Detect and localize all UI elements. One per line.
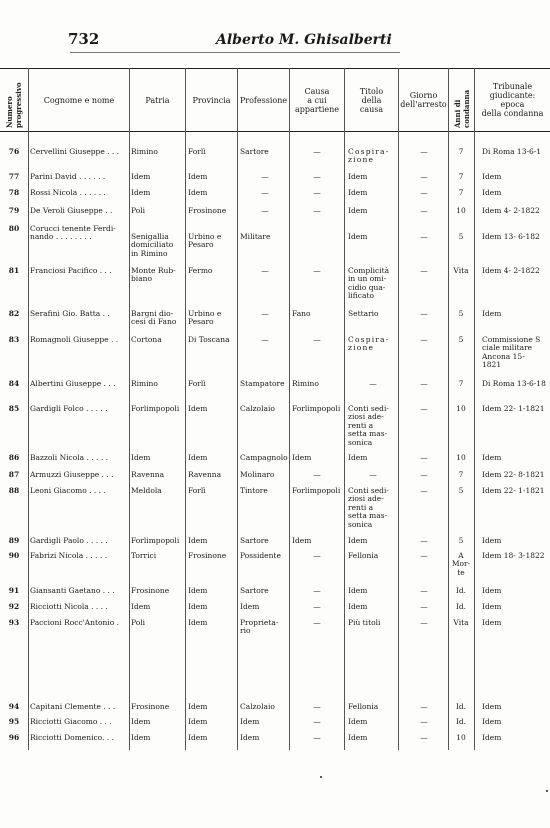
cell-patria: Senigallia domiciliato in Rimino — [131, 233, 174, 258]
cell-giorno: — — [420, 310, 428, 318]
row-number: 77 — [8, 173, 20, 181]
cell-anni: 7 — [458, 173, 464, 181]
cell-tribunale: Idem 4- 2-1822 — [482, 207, 540, 215]
row-number: 86 — [8, 454, 20, 462]
cell-patria: Frosinone — [131, 587, 170, 595]
row-number: 81 — [8, 267, 20, 275]
cell-causa: — — [313, 734, 321, 742]
cell-name: Gardigli Paolo . . . . . — [30, 537, 108, 545]
cell-name: Ricciotti Nicola . . . . — [30, 603, 108, 611]
cell-anni: Id. — [455, 587, 467, 595]
cell-professione: Sartore — [240, 537, 269, 545]
header-provincia: Provincia — [192, 95, 231, 105]
cell-titolo: Idem — [348, 173, 368, 181]
cell-provincia: Frosinone — [188, 207, 227, 215]
cell-provincia: Idem — [188, 587, 208, 595]
cell-provincia: Idem — [188, 454, 208, 462]
cell-name: Bazzoli Nicola . . . . . — [30, 454, 108, 462]
cell-patria: Frosinone — [131, 703, 170, 711]
cell-giorno: — — [420, 173, 428, 181]
cell-provincia: Idem — [188, 405, 208, 413]
cell-tribunale: Idem 4- 2-1822 — [482, 267, 540, 275]
cell-giorno: — — [420, 336, 428, 344]
cell-causa: Fano — [292, 310, 311, 318]
cell-tribunale: Di Roma 13-6-1 — [482, 148, 542, 156]
cell-professione: — — [261, 336, 269, 344]
cell-tribunale: Idem 22- 1-1821 — [482, 405, 545, 413]
cell-name: Ricciotti Domenico. . . — [30, 734, 114, 742]
cell-provincia: Idem — [188, 537, 208, 545]
running-head: Alberto M. Ghisalberti — [216, 32, 392, 48]
cell-provincia: Fermo — [188, 267, 213, 275]
cell-causa: — — [313, 718, 321, 726]
cell-titolo: Settario — [348, 310, 379, 318]
cell-professione: Militare — [240, 233, 271, 241]
page-number: 732 — [68, 30, 100, 48]
cell-giorno: — — [420, 148, 428, 156]
cell-provincia: Idem — [188, 734, 208, 742]
cell-titolo: Idem — [348, 537, 368, 545]
cell-giorno: — — [420, 603, 428, 611]
row-number: 79 — [8, 207, 20, 215]
cell-professione: Sartore — [240, 587, 269, 595]
cell-causa: — — [313, 336, 321, 344]
column-divider — [185, 68, 186, 750]
cell-giorno: — — [420, 189, 428, 197]
cell-provincia: Urbino e Pesaro — [188, 233, 222, 250]
cell-titolo: Conti sedi- ziosi ade- renti a setta mas- sonica — [348, 487, 389, 529]
cell-titolo: Fellonia — [348, 552, 379, 560]
cell-causa: — — [313, 267, 321, 275]
cell-anni: Vita — [453, 267, 469, 275]
cell-professione: Molinaro — [240, 471, 275, 479]
cell-professione: Possidente — [240, 552, 281, 560]
cell-patria: Idem — [131, 734, 151, 742]
header-professione: Professione — [239, 95, 288, 105]
cell-giorno: — — [420, 471, 428, 479]
cell-tribunale: Commissione S ciale militare Ancona 15- 1821 — [482, 336, 541, 370]
row-number: 89 — [8, 537, 20, 545]
cell-name: Leoni Giacomo . . . . — [30, 487, 106, 495]
cell-professione: Calzolaio — [240, 405, 275, 413]
header-cognome: Cognome e nome — [43, 95, 115, 105]
cell-giorno: — — [420, 619, 428, 627]
cell-anni: Id. — [455, 718, 467, 726]
cell-titolo: Fellonia — [348, 703, 379, 711]
cell-titolo: Idem — [348, 233, 368, 241]
print-speck — [546, 790, 548, 792]
cell-professione: — — [261, 267, 269, 275]
cell-tribunale: Idem — [482, 454, 502, 462]
cell-professione: Calzolaio — [240, 703, 275, 711]
header-numero: Numero progressivo — [5, 82, 23, 128]
cell-name: Romagnoli Giuseppe . . — [30, 336, 119, 344]
cell-provincia: Urbino e Pesaro — [188, 310, 222, 327]
cell-anni: 5 — [458, 233, 464, 241]
cell-tribunale: Idem — [482, 734, 502, 742]
cell-giorno: — — [420, 405, 428, 413]
cell-anni: A Mor- te — [451, 552, 471, 577]
cell-patria: Idem — [131, 454, 151, 462]
header-causa: Causa a cui appartiene — [295, 86, 339, 114]
cell-causa: Forlimpopoli — [292, 487, 341, 495]
cell-anni: 10 — [456, 734, 466, 742]
cell-provincia: Idem — [188, 718, 208, 726]
cell-tribunale: Idem — [482, 537, 502, 545]
cell-professione: — — [261, 173, 269, 181]
cell-patria: Meldola — [131, 487, 162, 495]
cell-anni: 7 — [458, 189, 464, 197]
cell-tribunale: Idem — [482, 189, 502, 197]
cell-professione: Sartore — [240, 148, 269, 156]
cell-name: Armuzzi Giuseppe . . . — [30, 471, 114, 479]
row-number: 84 — [8, 380, 20, 388]
cell-giorno: — — [420, 734, 428, 742]
cell-giorno: — — [420, 703, 428, 711]
cell-tribunale: Idem 22- 1-1821 — [482, 487, 545, 495]
cell-name: Gardigli Folco . . . . . — [30, 405, 108, 413]
cell-professione: Tintore — [240, 487, 268, 495]
row-number: 83 — [8, 336, 20, 344]
cell-professione: Stampatore — [240, 380, 285, 388]
row-number: 90 — [8, 552, 20, 560]
row-number: 82 — [8, 310, 20, 318]
cell-name: Fabrizi Nicola . . . . . — [30, 552, 108, 560]
cell-giorno: — — [420, 552, 428, 560]
cell-provincia: Idem — [188, 703, 208, 711]
cell-giorno: — — [420, 587, 428, 595]
cell-patria: Forlimpopoli — [131, 537, 180, 545]
cell-provincia: Idem — [188, 189, 208, 197]
cell-anni: Id. — [455, 703, 467, 711]
cell-titolo: Cospira- zione — [348, 336, 390, 353]
cell-provincia: Forlì — [188, 380, 206, 388]
cell-professione: — — [261, 310, 269, 318]
cell-titolo: Idem — [348, 189, 368, 197]
cell-tribunale: Idem — [482, 173, 502, 181]
column-divider — [474, 68, 475, 750]
cell-titolo: Più titoli — [348, 619, 381, 627]
cell-causa: Forlimpopoli — [292, 405, 341, 413]
cell-anni: 10 — [456, 405, 466, 413]
header-giorno: Giorno dell'arresto — [400, 91, 447, 109]
cell-causa: Rimino — [292, 380, 319, 388]
cell-name: Ricciotti Giacomo . . . — [30, 718, 112, 726]
cell-causa: — — [313, 207, 321, 215]
cell-giorno: — — [420, 487, 428, 495]
table-header-rule — [0, 131, 550, 132]
row-number: 80 — [8, 225, 20, 233]
cell-titolo: Idem — [348, 207, 368, 215]
cell-tribunale: Idem 22- 8-1821 — [482, 471, 545, 479]
cell-titolo: — — [369, 471, 377, 479]
cell-tribunale: Idem — [482, 718, 502, 726]
row-number: 93 — [8, 619, 20, 627]
row-number: 91 — [8, 587, 20, 595]
cell-anni: 7 — [458, 148, 464, 156]
cell-name: Corucci tenente Ferdi- nando . . . . . . . . — [30, 225, 116, 242]
cell-anni: 5 — [458, 487, 464, 495]
cell-causa: Idem — [292, 537, 312, 545]
cell-giorno: — — [420, 718, 428, 726]
cell-titolo: Idem — [348, 587, 368, 595]
cell-titolo: Complicità in un omi- cidio qua- lificato — [348, 267, 390, 301]
cell-causa: — — [313, 173, 321, 181]
row-number: 95 — [8, 718, 20, 726]
cell-name: Capitani Clemente . . . — [30, 703, 116, 711]
cell-provincia: Forlì — [188, 148, 206, 156]
cell-titolo: Idem — [348, 603, 368, 611]
cell-anni: Id. — [455, 603, 467, 611]
cell-patria: Rimino — [131, 148, 158, 156]
cell-professione: Idem — [240, 718, 260, 726]
cell-tribunale: Idem — [482, 703, 502, 711]
header-patria: Patria — [145, 95, 170, 105]
row-number: 78 — [8, 189, 20, 197]
row-number: 87 — [8, 471, 20, 479]
header-titolo: Titolo della causa — [359, 86, 384, 114]
cell-name: Franciosi Pacifico . . . — [30, 267, 112, 275]
cell-professione: Campagnolo — [240, 454, 288, 462]
cell-giorno: — — [420, 537, 428, 545]
cell-patria: Idem — [131, 718, 151, 726]
cell-patria: Poli — [131, 619, 146, 627]
cell-name: Paccioni Rocc'Antonio . — [30, 619, 120, 627]
cell-giorno: — — [420, 454, 428, 462]
cell-provincia: Idem — [188, 173, 208, 181]
cell-patria: Cortona — [131, 336, 162, 344]
cell-giorno: — — [420, 207, 428, 215]
cell-provincia: Frosinone — [188, 552, 227, 560]
cell-patria: Monte Rub- biano — [131, 267, 176, 284]
cell-patria: Idem — [131, 173, 151, 181]
row-number: 96 — [8, 734, 20, 742]
cell-name: Parini David . . . . . . — [30, 173, 106, 181]
cell-tribunale: Idem 13- 6-182 — [482, 233, 540, 241]
cell-patria: Bargni dio- cesi di Fano — [131, 310, 177, 327]
row-number: 76 — [8, 148, 20, 156]
row-number: 94 — [8, 703, 20, 711]
cell-professione: — — [261, 207, 269, 215]
cell-titolo: — — [369, 380, 377, 388]
cell-titolo: Idem — [348, 734, 368, 742]
cell-professione: Idem — [240, 734, 260, 742]
cell-name: Giansanti Gaetano . . . — [30, 587, 115, 595]
cell-patria: Idem — [131, 603, 151, 611]
table-top-rule — [0, 68, 550, 69]
cell-causa: — — [313, 552, 321, 560]
cell-name: Serafini Gio. Batta . . — [30, 310, 110, 318]
cell-patria: Idem — [131, 189, 151, 197]
cell-giorno: — — [420, 380, 428, 388]
row-number: 92 — [8, 603, 20, 611]
cell-professione: — — [261, 189, 269, 197]
cell-causa: — — [313, 587, 321, 595]
header-tribunale: Tribunale giudicante: epoca della condanna — [481, 82, 544, 118]
cell-causa: — — [313, 148, 321, 156]
cell-tribunale: Idem 18- 3-1822 — [482, 552, 545, 560]
cell-anni: 7 — [458, 471, 464, 479]
cell-titolo: Cospira- zione — [348, 148, 390, 165]
column-divider — [398, 68, 399, 750]
cell-patria: Rimino — [131, 380, 158, 388]
cell-name: De Veroli Giuseppe . . — [30, 207, 113, 215]
cell-titolo: Idem — [348, 718, 368, 726]
cell-name: Cervellini Giuseppe . . . — [30, 148, 120, 156]
cell-giorno: — — [420, 233, 428, 241]
cell-titolo: Conti sedi- ziosi ade- renti a setta mas- sonica — [348, 405, 389, 447]
row-number: 88 — [8, 487, 20, 495]
column-divider — [344, 68, 345, 750]
cell-anni: 7 — [458, 380, 464, 388]
cell-anni: Vita — [453, 619, 469, 627]
cell-tribunale: Idem — [482, 310, 502, 318]
cell-provincia: Forlì — [188, 487, 206, 495]
cell-professione: Idem — [240, 603, 260, 611]
row-number: 85 — [8, 405, 20, 413]
cell-causa: — — [313, 471, 321, 479]
cell-causa: — — [313, 619, 321, 627]
header-rule — [70, 52, 400, 53]
cell-anni: 10 — [456, 454, 466, 462]
cell-causa: — — [313, 603, 321, 611]
cell-causa: — — [313, 189, 321, 197]
cell-tribunale: Idem — [482, 619, 502, 627]
header-anni: Anni di condanna — [452, 89, 471, 128]
cell-provincia: Ravenna — [188, 471, 222, 479]
cell-anni: 5 — [458, 537, 464, 545]
cell-tribunale: Idem — [482, 587, 502, 595]
cell-tribunale: Di Roma 13-6-18 — [482, 380, 546, 388]
cell-professione: Proprieta- rio — [240, 619, 279, 636]
cell-patria: Ravenna — [131, 471, 165, 479]
cell-giorno: — — [420, 267, 428, 275]
cell-causa: Idem — [292, 454, 312, 462]
cell-anni: 5 — [458, 336, 464, 344]
print-speck — [320, 776, 322, 778]
cell-provincia: Idem — [188, 619, 208, 627]
cell-patria: Forlimpopoli — [131, 405, 180, 413]
cell-anni: 10 — [456, 207, 466, 215]
cell-provincia: Di Toscana — [188, 336, 230, 344]
cell-titolo: Idem — [348, 454, 368, 462]
cell-anni: 5 — [458, 310, 464, 318]
cell-causa: — — [313, 703, 321, 711]
cell-patria: Poli — [131, 207, 146, 215]
cell-patria: Torrici — [131, 552, 157, 560]
cell-name: Albertini Giuseppe . . . — [30, 380, 116, 388]
cell-tribunale: Idem — [482, 603, 502, 611]
cell-name: Rossi Nicola . . . . . . — [30, 189, 106, 197]
cell-provincia: Idem — [188, 603, 208, 611]
